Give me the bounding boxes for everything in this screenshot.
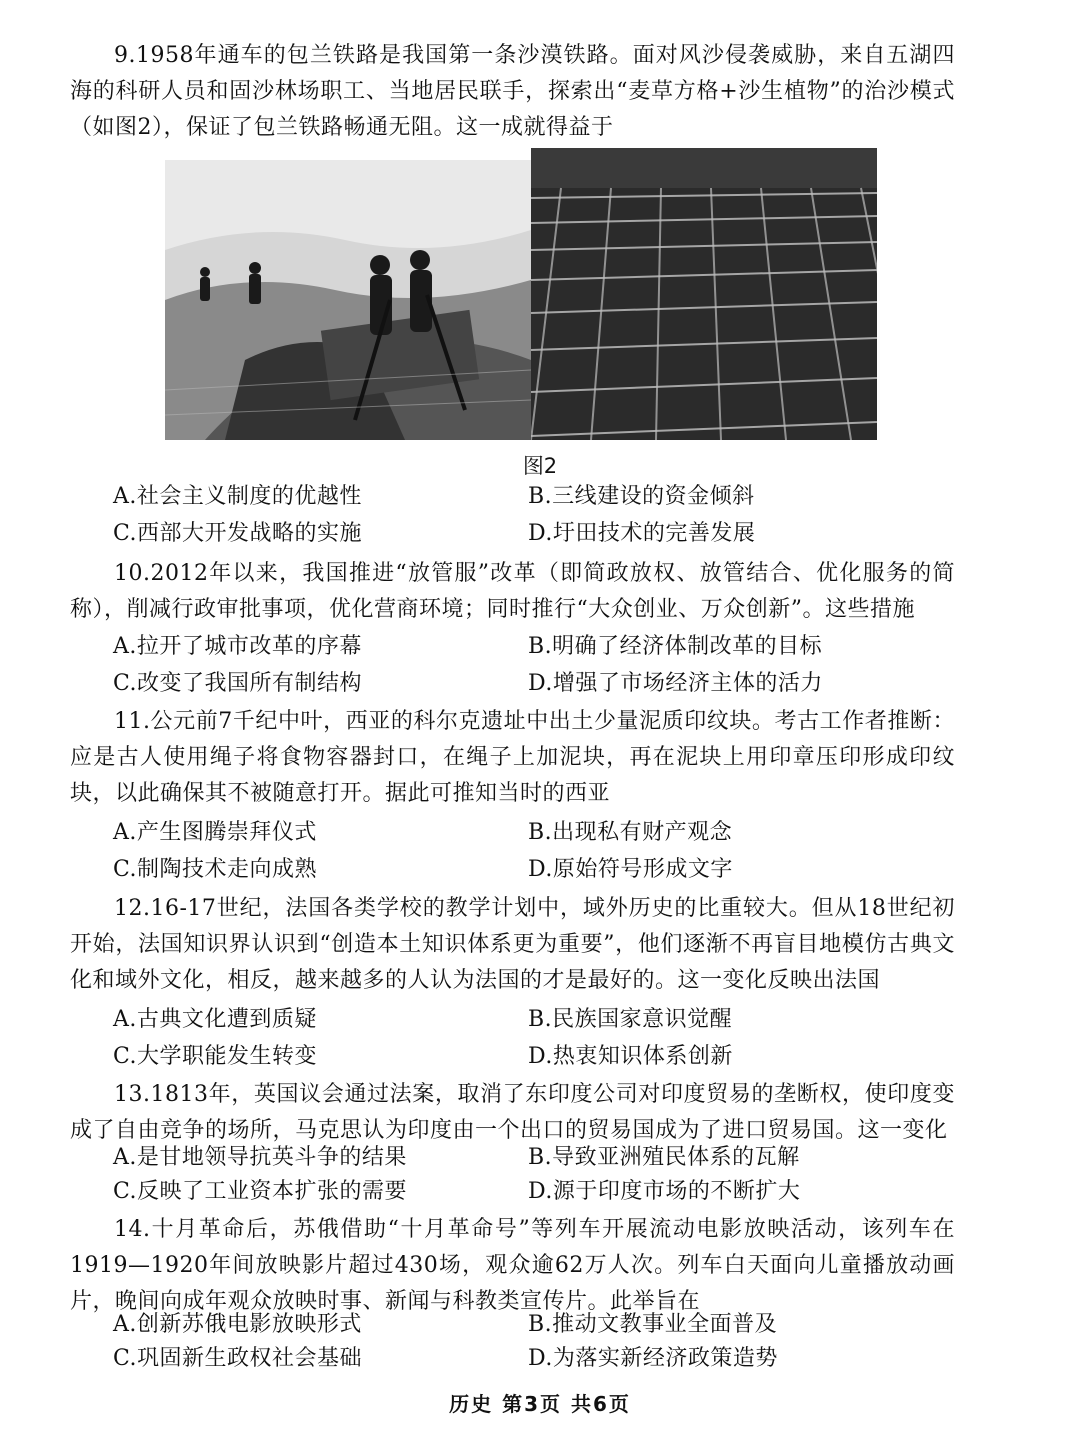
q10-option-c[interactable]: C.改变了我国所有制结构 (113, 671, 363, 696)
q11-option-c[interactable]: C.制陶技术走向成熟 (113, 857, 318, 882)
q14-option-b[interactable]: B.推动文教事业全面普及 (528, 1312, 778, 1337)
q13-option-d[interactable]: D.源于印度市场的不断扩大 (528, 1179, 801, 1204)
q12-option-c[interactable]: C.大学职能发生转变 (113, 1044, 318, 1069)
page-footer: 历史 第3页 共6页 (449, 1392, 631, 1416)
q11-option-a[interactable]: A.产生图腾崇拜仪式 (113, 820, 317, 845)
q14-option-a[interactable]: A.创新苏俄电影放映形式 (113, 1312, 362, 1337)
q12-option-a[interactable]: A.古典文化遭到质疑 (113, 1007, 317, 1032)
q14-option-d[interactable]: D.为落实新经济政策造势 (528, 1346, 778, 1371)
q9-option-b[interactable]: B.三线建设的资金倾斜 (528, 484, 755, 509)
photo-straw-checkerboard (531, 148, 877, 440)
q13-option-b[interactable]: B.导致亚洲殖民体系的瓦解 (528, 1145, 800, 1170)
photo-workers-laying-straw (165, 160, 531, 440)
q13-option-a[interactable]: A.是甘地领导抗英斗争的结果 (113, 1145, 407, 1170)
q9-option-a[interactable]: A.社会主义制度的优越性 (113, 484, 362, 509)
q12-option-d[interactable]: D.热衷知识体系创新 (528, 1044, 733, 1069)
q11-option-d[interactable]: D.原始符号形成文字 (528, 857, 733, 882)
q12-option-b[interactable]: B.民族国家意识觉醒 (528, 1007, 733, 1032)
q13-option-c[interactable]: C.反映了工业资本扩张的需要 (113, 1179, 408, 1204)
figure-2 (165, 148, 877, 440)
question-13-stem: 13.1813年，英国议会通过法案，取消了东印度公司对印度贸易的垄断权，使印度变成了自由竞争的场所，马克思认为印度由一个出口的贸易国成为了进口贸易国。这一变化 (70, 1082, 955, 1143)
question-11-stem: 11.公元前7千纪中叶，西亚的科尔克遗址中出土少量泥质印纹块。考古工作者推断：应是古人使用绳子将食物容器封口，在绳子上加泥块，再在泥块上用印章压印形成印纹块，以此确保其不被随意打开。据此可推知当时的西亚 (70, 709, 955, 806)
question-10-stem: 10.2012年以来，我国推进“放管服”改革（即简政放权、放管结合、优化服务的简称），削减行政审批事项，优化营商环境；同时推行“大众创业、万众创新”。这些措施 (70, 561, 955, 622)
question-9-stem: 9.1958年通车的包兰铁路是我国第一条沙漠铁路。面对风沙侵袭威胁，来自五湖四海的科研人员和固沙林场职工、当地居民联手，探索出“麦草方格+沙生植物”的治沙模式（如图2），保证了包兰铁路畅通无阻。这一成就得益于 (70, 43, 955, 140)
q10-option-d[interactable]: D.增强了市场经济主体的活力 (528, 671, 823, 696)
q9-option-d[interactable]: D.圩田技术的完善发展 (528, 521, 756, 546)
q9-option-c[interactable]: C.西部大开发战略的实施 (113, 521, 363, 546)
q11-option-b[interactable]: B.出现私有财产观念 (528, 820, 733, 845)
q14-option-c[interactable]: C.巩固新生政权社会基础 (113, 1346, 363, 1371)
question-14-stem: 14.十月革命后，苏俄借助“十月革命号”等列车开展流动电影放映活动，该列车在1919—1920年间放映影片超过430场，观众逾62万人次。列车白天面向儿童播放动画片，晚间向成年观众放映时事、新闻与科教类宣传片。此举旨在 (70, 1217, 955, 1314)
q10-option-b[interactable]: B.明确了经济体制改革的目标 (528, 634, 823, 659)
question-12-stem: 12.16-17世纪，法国各类学校的教学计划中，域外历史的比重较大。但从18世纪初开始，法国知识界认识到“创造本土知识体系更为重要”，他们逐渐不再盲目地模仿古典文化和域外文化，相反，越来越多的人认为法国的才是最好的。这一变化反映出法国 (70, 896, 955, 993)
q10-option-a[interactable]: A.拉开了城市改革的序幕 (113, 634, 362, 659)
figure-2-caption: 图2 (522, 454, 558, 478)
